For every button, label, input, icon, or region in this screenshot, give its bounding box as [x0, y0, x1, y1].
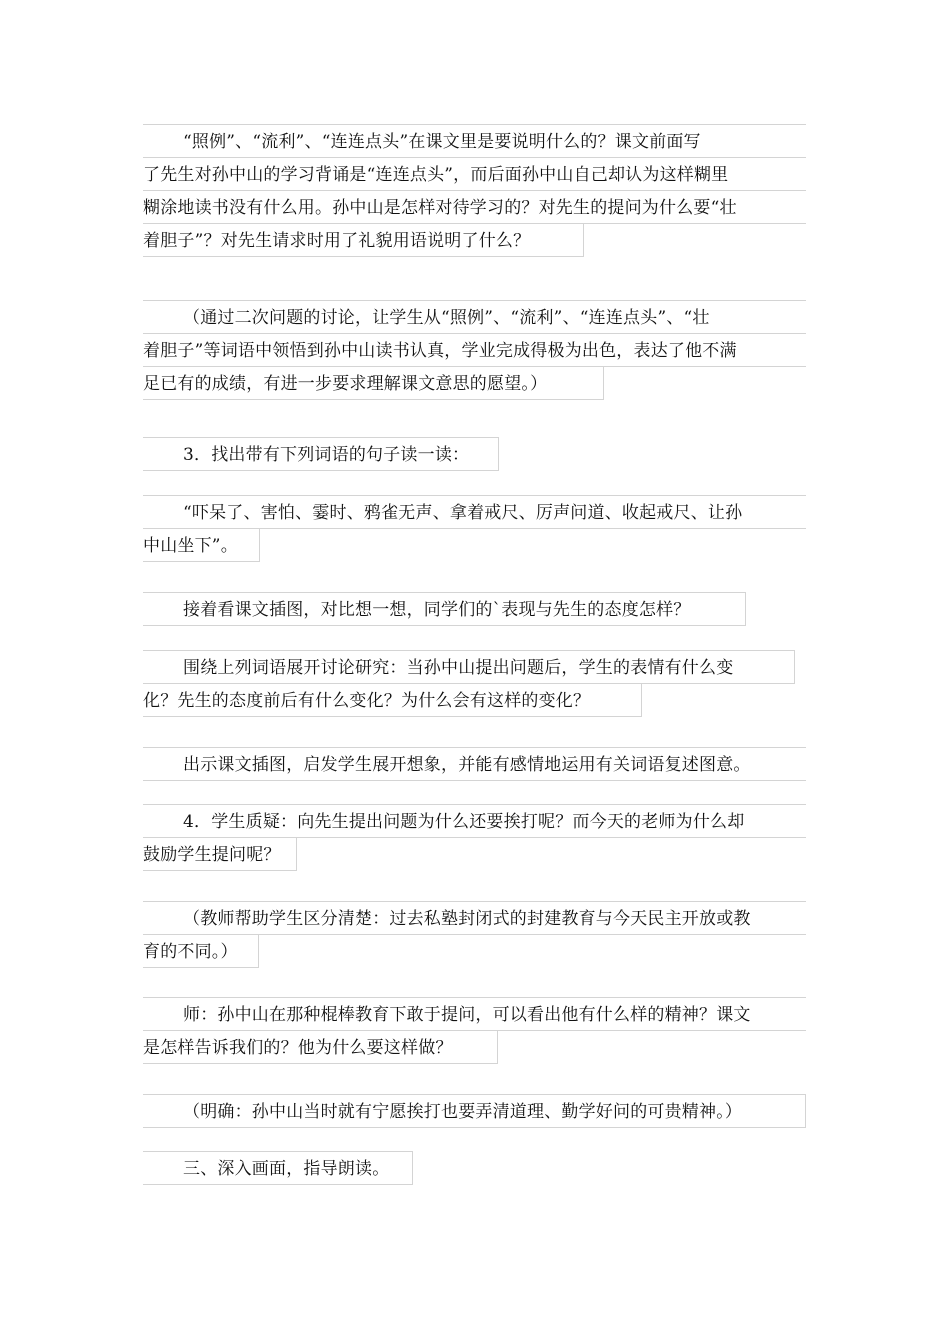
- paragraph: [143, 592, 806, 625]
- text-line: 出示课文插图，启发学生展开想象，并能有感情地运用有关词语复述图意。: [143, 747, 806, 781]
- text-line: 3．找出带有下列词语的句子读一读：: [143, 437, 499, 471]
- text-line: 三、深入画面，指导朗读。: [143, 1151, 413, 1185]
- text-line: 围绕上列词语展开讨论研究：当孙中山提出问题后，学生的表情有什么变: [143, 650, 795, 684]
- paragraph: [143, 124, 806, 256]
- text-line: 中山坐下”。: [143, 528, 260, 562]
- paragraph: [143, 437, 806, 470]
- paragraph: [143, 901, 806, 967]
- paragraph: [143, 650, 806, 716]
- text-line: 鼓励学生提问呢？: [143, 837, 297, 871]
- text-line: 是怎样告诉我们的？他为什么要这样做？: [143, 1030, 498, 1064]
- text-line: （明确：孙中山当时就有宁愿挨打也要弄清道理、勤学好问的可贵精神。）: [143, 1094, 806, 1128]
- paragraph: [143, 1094, 806, 1127]
- paragraph: [143, 747, 806, 780]
- text-line: 育的不同。）: [143, 934, 259, 968]
- text-line: 了先生对孙中山的学习背诵是“连连点头”，而后面孙中山自己却认为这样糊里: [143, 157, 806, 191]
- text-line: 4．学生质疑：向先生提出问题为什么还要挨打呢？而今天的老师为什么却: [143, 804, 806, 838]
- paragraph: [143, 997, 806, 1063]
- text-line: “照例”、“流利”、“连连点头”在课文里是要说明什么的？课文前面写: [143, 124, 806, 158]
- text-line: 着胆子”？对先生请求时用了礼貌用语说明了什么？: [143, 223, 584, 257]
- text-line: 着胆子”等词语中领悟到孙中山读书认真，学业完成得极为出色，表达了他不满: [143, 333, 806, 367]
- text-line: 师：孙中山在那种棍棒教育下敢于提问，可以看出他有什么样的精神？课文: [143, 997, 806, 1031]
- text-line: 糊涂地读书没有什么用。孙中山是怎样对待学习的？对先生的提问为什么要“壮: [143, 190, 806, 224]
- text-line: 接着看课文插图，对比想一想，同学们的`表现与先生的态度怎样？: [143, 592, 746, 626]
- paragraph: [143, 1151, 806, 1184]
- text-line: “吓呆了、害怕、霎时、鸦雀无声、拿着戒尺、厉声问道、收起戒尺、让孙: [143, 495, 806, 529]
- text-line: 化？先生的态度前后有什么变化？为什么会有这样的变化？: [143, 683, 642, 717]
- text-line: 足已有的成绩，有进一步要求理解课文意思的愿望。）: [143, 366, 604, 400]
- text-line: （教师帮助学生区分清楚：过去私塾封闭式的封建教育与今天民主开放或教: [143, 901, 806, 935]
- paragraph: [143, 804, 806, 870]
- paragraph: [143, 300, 806, 399]
- paragraph: [143, 495, 806, 561]
- text-line: （通过二次问题的讨论，让学生从“照例”、“流利”、“连连点头”、“壮: [143, 300, 806, 334]
